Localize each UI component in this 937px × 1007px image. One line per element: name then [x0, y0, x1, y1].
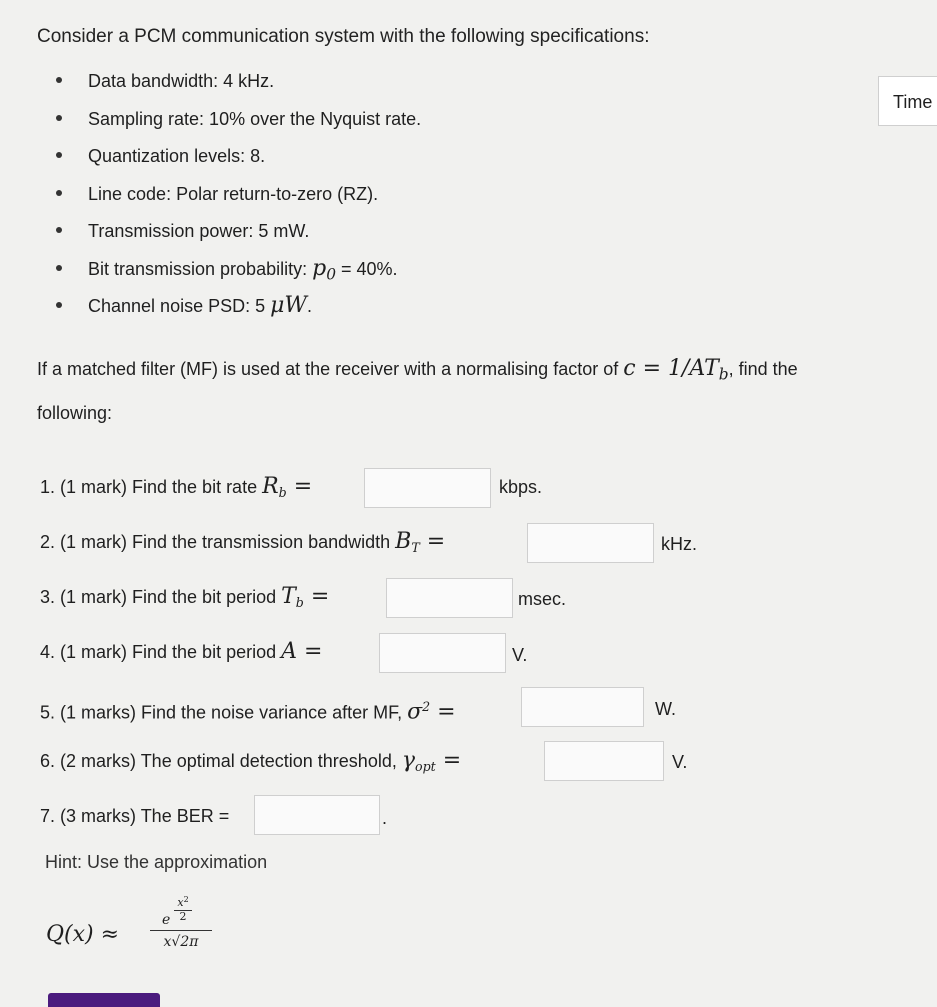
hint-text: Hint: Use the approximation — [45, 852, 268, 872]
ber-input[interactable] — [254, 795, 380, 835]
q-function-formula — [46, 892, 246, 962]
formula-fraction: e $x^2$ 2 x√2π — [150, 894, 212, 950]
bullet-icon — [56, 115, 62, 121]
question-part-4: 4. (1 mark) Find the bit period A = — [40, 639, 323, 664]
spec-item: Bit transmission probability: $p_0 = 40\%$. — [56, 256, 421, 294]
amplitude-input[interactable] — [379, 633, 506, 673]
unit-label: msec. — [518, 589, 567, 609]
noise-variance-input[interactable] — [521, 687, 644, 727]
spec-item: Quantization levels: 8. — [56, 143, 421, 181]
timer-label: Time — [893, 92, 933, 112]
threshold-input[interactable] — [544, 741, 664, 781]
intro-paragraph: If a matched filter (MF) is used at the receiver with a normalising factor of $c = 1/AT_b$, find the following: — [37, 356, 798, 423]
bit-period-input[interactable] — [386, 578, 513, 618]
unit-label: W. — [655, 699, 676, 719]
question-part-6: 6. (2 marks) The optimal detection threshold, $\gamma_{opt}$ = — [40, 748, 462, 774]
bullet-icon — [56, 152, 62, 158]
bullet-icon — [56, 265, 62, 271]
question-heading: Consider a PCM communication system with the following specifications: — [37, 26, 650, 47]
question-part-1: 1. (1 mark) Find the bit rate $R_b$ = — [40, 474, 313, 500]
bandwidth-input[interactable] — [527, 523, 654, 563]
spec-item: Line code: Polar return-to-zero (RZ). — [56, 181, 421, 219]
question-part-7: 7. (3 marks) The BER = — [40, 806, 230, 826]
bullet-icon — [56, 190, 62, 196]
bullet-icon — [56, 302, 62, 308]
unit-label: V. — [672, 752, 688, 772]
unit-label: kHz. — [661, 534, 697, 554]
unit-label: . — [382, 808, 388, 828]
spec-item: Channel noise PSD: 5 μW. — [56, 293, 421, 331]
unit-label: kbps. — [499, 477, 543, 497]
formula-lhs: Q(x) ≈ — [46, 922, 120, 947]
timer-button[interactable] — [878, 76, 937, 126]
question-part-2: 2. (1 mark) Find the transmission bandwidth $B_T$ = — [40, 529, 446, 555]
spec-item: Transmission power: 5 mW. — [56, 218, 421, 256]
bullet-icon — [56, 77, 62, 83]
question-part-3: 3. (1 mark) Find the bit period $T_b$ = — [40, 584, 330, 610]
spec-item: Data bandwidth: 4 kHz. — [56, 68, 421, 106]
spec-item: Sampling rate: 10% over the Nyquist rate. — [56, 106, 421, 144]
unit-label: V. — [512, 645, 528, 665]
bullet-icon — [56, 227, 62, 233]
bit-rate-input[interactable] — [364, 468, 491, 508]
question-part-5: 5. (1 marks) Find the noise variance after MF, $\sigma^2$ = — [40, 699, 456, 725]
specifications-list — [56, 68, 421, 331]
